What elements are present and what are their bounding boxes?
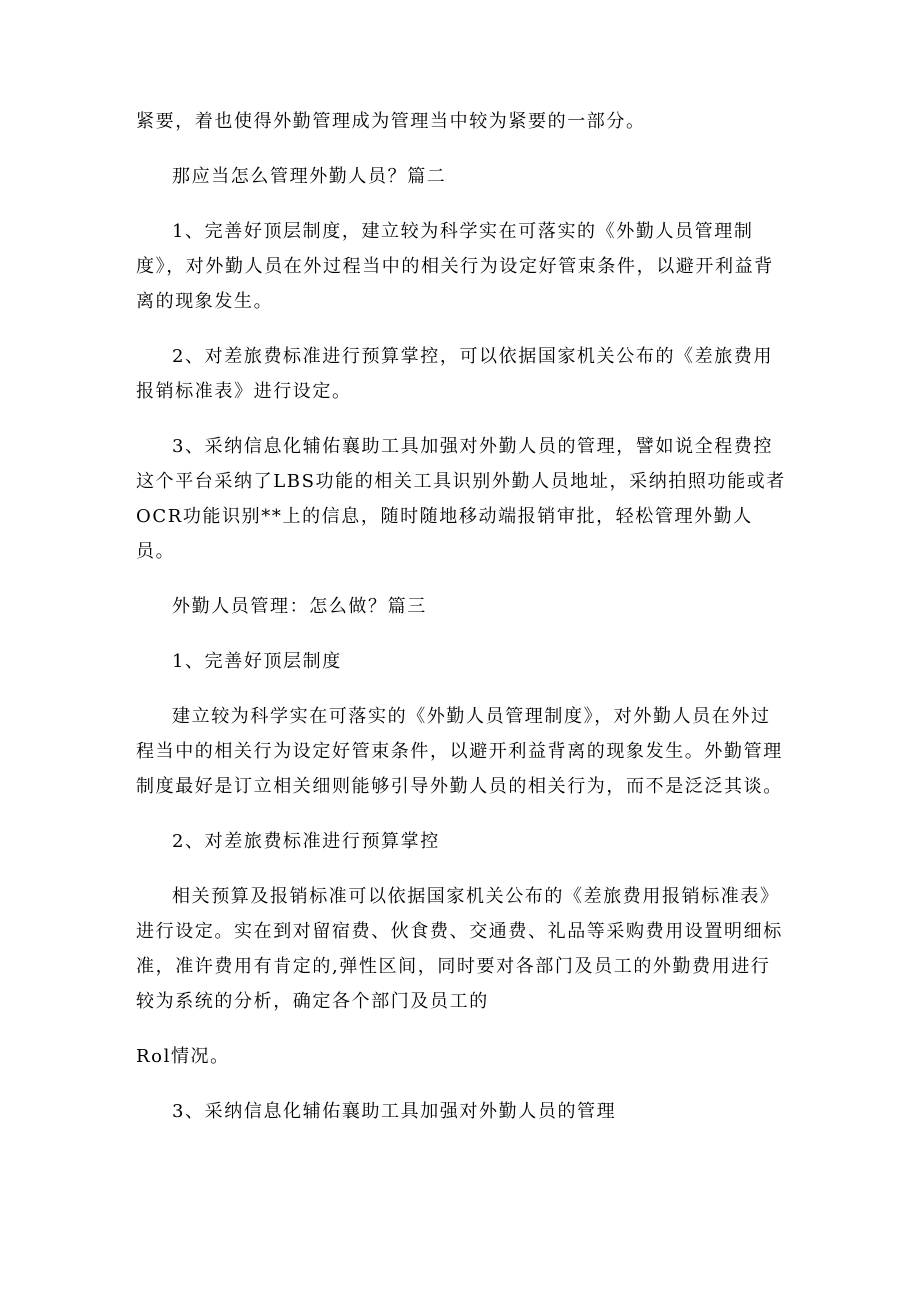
paragraph-item-2: 2、对差旅费标准进行预算掌控，可以依据国家机关公布的《差旅费用报销标准表》进行设定。 [136, 346, 774, 402]
paragraph-body-1: 建立较为科学实在可落实的《外勤人员管理制度》，对外勤人员在外过程当中的相关行为设定好管束条件，以避开利益背离的现象发生。外勤管理制度最好是订立相关细则能够引导外勤人员的相关行为，而不是泛泛其谈。 [136, 706, 783, 797]
subheading-1: 1、完善好顶层制度 [172, 651, 342, 672]
paragraph-body-2: 相关预算及报销标准可以依据国家机关公布的《差旅费用报销标准表》进行设定。实在到对留宿费、伙食费、交通费、礼品等采购费用设置明细标准，准许费用有肯定的,弹性区间，同时要对各部门及员工的外勤费用进行较为系统的分析，确定各个部门及员工的 [136, 886, 783, 1012]
section-heading-part-two: 那应当怎么管理外勤人员？篇二 [172, 166, 447, 187]
paragraph-roi: Rol情况。 [136, 1046, 230, 1067]
paragraph-continuation: 紧要，着也使得外勤管理成为管理当中较为紧要的一部分。 [136, 111, 646, 132]
document-body [136, 104, 786, 1129]
section-heading-part-three: 外勤人员管理：怎么做？篇三 [172, 596, 427, 617]
paragraph-item-1: 1、完善好顶层制度，建立较为科学实在可落实的《外勤人员管理制度》，对外勤人员在外过程当中的相关行为设定好管束条件，以避开利益背离的现象发生。 [136, 221, 774, 312]
paragraph-item-3: 3、采纳信息化辅佑襄助工具加强对外勤人员的管理，譬如说全程费控这个平台采纳了LBS功能的相关工具识别外勤人员地址，采纳拍照功能或者OCR功能识别**上的信息，随时随地移动端报销审批，轻松管理外勤人员。 [136, 436, 786, 562]
subheading-2: 2、对差旅费标准进行预算掌控 [172, 831, 440, 852]
subheading-3: 3、采纳信息化辅佑襄助工具加强对外勤人员的管理 [172, 1101, 617, 1122]
